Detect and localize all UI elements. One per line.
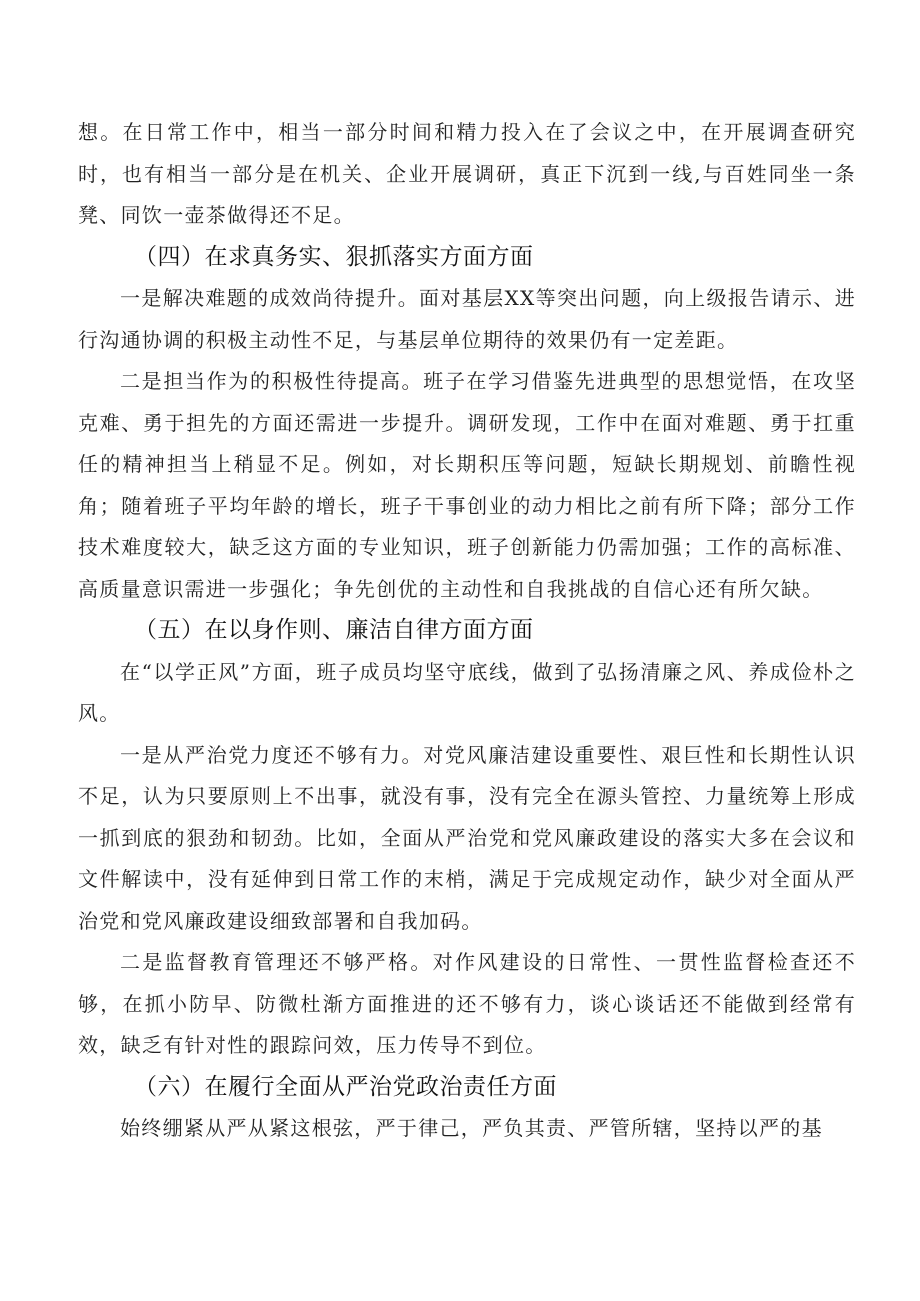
document-body [78,112,856,1150]
paragraph-problem-solving: 一是解决难题的成效尚待提升。面对基层XX等突出问题，向上级报告请示、进行沟通协调的积极主动性不足，与基层单位期待的效果仍有一定差距。 [78,286,856,352]
paragraph-party-discipline: 一是从严治党力度还不够有力。对党风廉洁建设重要性、艰巨性和长期性认识不足，认为只要原则上不出事，就没有事，没有完全在源头管控、力量统筹上形成一抓到底的狠劲和韧劲。比如，全面从严治党和党风廉政建设的落实大多在会议和文件解读中，没有延伸到日常工作的末梢，满足于完成规定动作，缺少对全面从严治党和党风廉政建设细致部署和自我加码。 [78,742,856,933]
paragraph-style: 在“以学正风”方面，班子成员均坚守底线，做到了弘扬清廉之风、养成俭朴之风。 [78,659,856,725]
section-heading-6: （六）在履行全面从严治党政治责任方面 [134,1073,557,1100]
paragraph-strict-governance: 始终绷紧从严从紧这根弦，严于律己，严负其责、严管所辖，坚持以严的基 [120,1116,823,1140]
paragraph-continuation: 想。在日常工作中，相当一部分时间和精力投入在了会议之中，在开展调查研究时，也有相当一部分是在机关、企业开展调研，真正下沉到一线,与百姓同坐一条凳、同饮一壶茶做得还不足。 [78,120,856,227]
section-heading-4: （四）在求真务实、狠抓落实方面方面 [134,243,534,270]
paragraph-responsibility: 二是担当作为的积极性待提高。班子在学习借鉴先进典型的思想觉悟，在攻坚克难、勇于担先的方面还需进一步提升。调研发现，工作中在面对难题、勇于扛重任的精神担当上稍显不足。例如，对长期积压等问题，短缺长期规划、前瞻性视角；随着班子平均年龄的增长，班子干事创业的动力相比之前有所下降；部分工作技术难度较大，缺乏这方面的专业知识，班子创新能力仍需加强；工作的高标准、高质量意识需进一步强化；争先创优的主动性和自我挑战的自信心还有所欠缺。 [78,369,856,601]
section-heading-5: （五）在以身作则、廉洁自律方面方面 [134,617,534,643]
paragraph-supervision: 二是监督教育管理还不够严格。对作风建设的日常性、一贯性监督检查还不够，在抓小防早、防微杜渐方面推进的还不够有力，谈心谈话还不能做到经常有效，缺乏有针对性的跟踪问效，压力传导不到位。 [78,950,856,1057]
